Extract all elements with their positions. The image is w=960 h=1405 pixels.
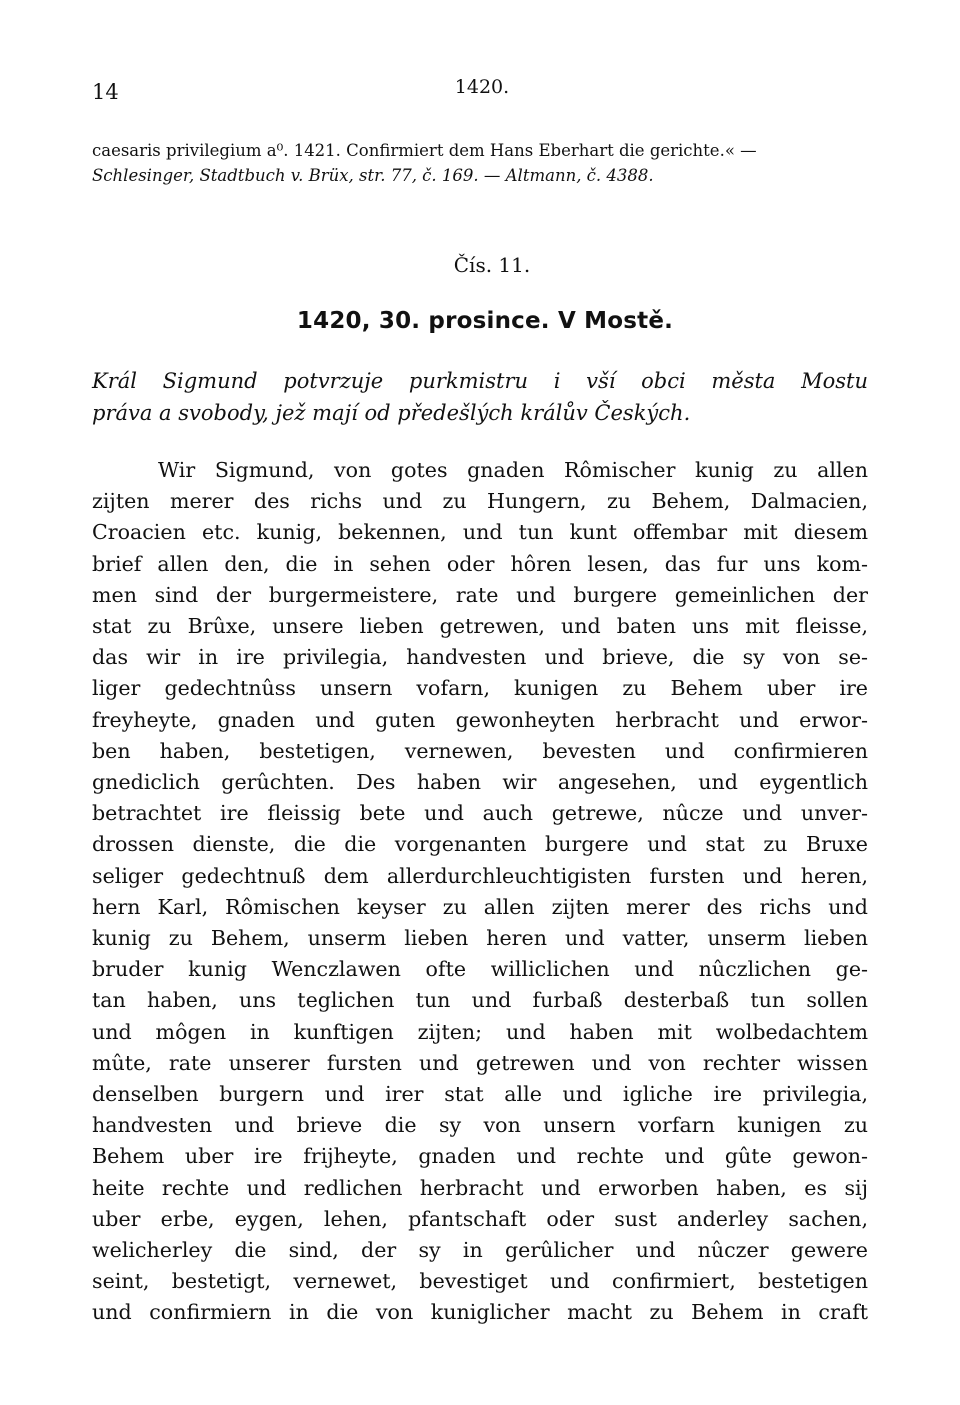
text-line: men sind der burgermeistere, rate und burgere gemeinlichen der	[92, 582, 868, 607]
text-line: uber erbe, eygen, lehen, pfantschaft oder sust anderley sachen,	[92, 1206, 868, 1231]
page-number: 14	[92, 80, 119, 104]
text-line: freyheyte, gnaden und guten gewonheyten herbracht und erwor-	[92, 707, 868, 732]
text-line: welicherley die sind, der sy in gerûlicher und nûczer gewere	[92, 1238, 868, 1263]
reference-line: caesaris privilegium a⁰. 1421. Confirmiert dem Hans Eberhart die gerichte.« —	[92, 141, 757, 160]
text-line: betrachtet ire fleissig bete und auch getrewe, nûcze und unver-	[92, 801, 868, 826]
text-line: tan haben, uns teglichen tun und furbaß desterbaß tun sollen	[92, 988, 868, 1013]
document-number: Čís. 11.	[453, 253, 531, 277]
text-line: Behem uber ire frijheyte, gnaden und rechte und gûte gewon-	[92, 1144, 868, 1169]
regest-line: práva a svobody, jež mají od předešlých králův Českých.	[92, 401, 691, 425]
text-line: Croacien etc. kunig, bekennen, und tun kunt offembar mit diesem	[92, 520, 868, 545]
regest-summary	[92, 365, 868, 429]
text-line: bruder kunig Wenczlawen ofte williclichen und nûczlichen ge-	[92, 957, 868, 982]
text-line: Wir Sigmund, von gotes gnaden Rômischer kunig zu allen	[158, 458, 868, 482]
text-line: drossen dienste, die die vorgenanten burgere und stat zu Bruxe	[92, 832, 868, 857]
charter-text	[92, 455, 868, 1329]
text-line: seint, bestetigt, vernewet, bevestiget und confirmiert, bestetigen	[92, 1269, 868, 1294]
text-line: brief allen den, die in sehen oder hôren lesen, das fur uns kom-	[92, 551, 868, 576]
regest-line: Král Sigmund potvrzuje purkmistru i vší obci města Mostu	[92, 369, 868, 393]
text-line: kunig zu Behem, unserm lieben heren und vatter, unserm lieben	[92, 926, 868, 951]
text-line: heite rechte und redlichen herbracht und erworben haben, es sij	[92, 1175, 868, 1200]
running-title: 1420.	[454, 76, 510, 98]
text-line: liger gedechtnûss unsern vofarn, kunigen zu Behem uber ire	[92, 676, 868, 701]
reference-citation: Schlesinger, Stadtbuch v. Brüx, str. 77, č. 169. — Altmann, č. 4388.	[92, 166, 654, 185]
text-line: denselben burgern und irer stat alle und igliche ire privilegia,	[92, 1082, 868, 1107]
text-line: stat zu Brûxe, unsere lieben getrewen, und baten uns mit fleisse,	[92, 614, 868, 639]
text-line: ben haben, bestetigen, vernewen, bevesten und confirmieren	[92, 738, 868, 763]
text-line: und môgen in kunftigen zijten; und haben mit wolbedachtem	[92, 1019, 868, 1044]
text-line: mûte, rate unserer fursten und getrewen und von rechter wissen	[92, 1050, 868, 1075]
reference-note	[92, 138, 872, 188]
text-line: gnediclich gerûchten. Des haben wir angesehen, und eygentlich	[92, 770, 868, 795]
text-line: handvesten und brieve die sy von unsern vorfarn kunigen zu	[92, 1113, 868, 1138]
text-line: seliger gedechtnuß dem allerdurchleuchtigisten fursten und heren,	[92, 863, 868, 888]
text-line: hern Karl, Rômischen keyser zu allen zijten merer des richs und	[92, 894, 868, 919]
text-line: zijten merer des richs und zu Hungern, zu Behem, Dalmacien,	[92, 489, 868, 514]
text-line: das wir in ire privilegia, handvesten und brieve, die sy von se-	[92, 645, 868, 670]
text-line: und confirmiern in die von kuniglicher macht zu Behem in craft	[92, 1300, 868, 1325]
document-date-place: 1420, 30. prosince. V Mostě.	[296, 308, 674, 334]
